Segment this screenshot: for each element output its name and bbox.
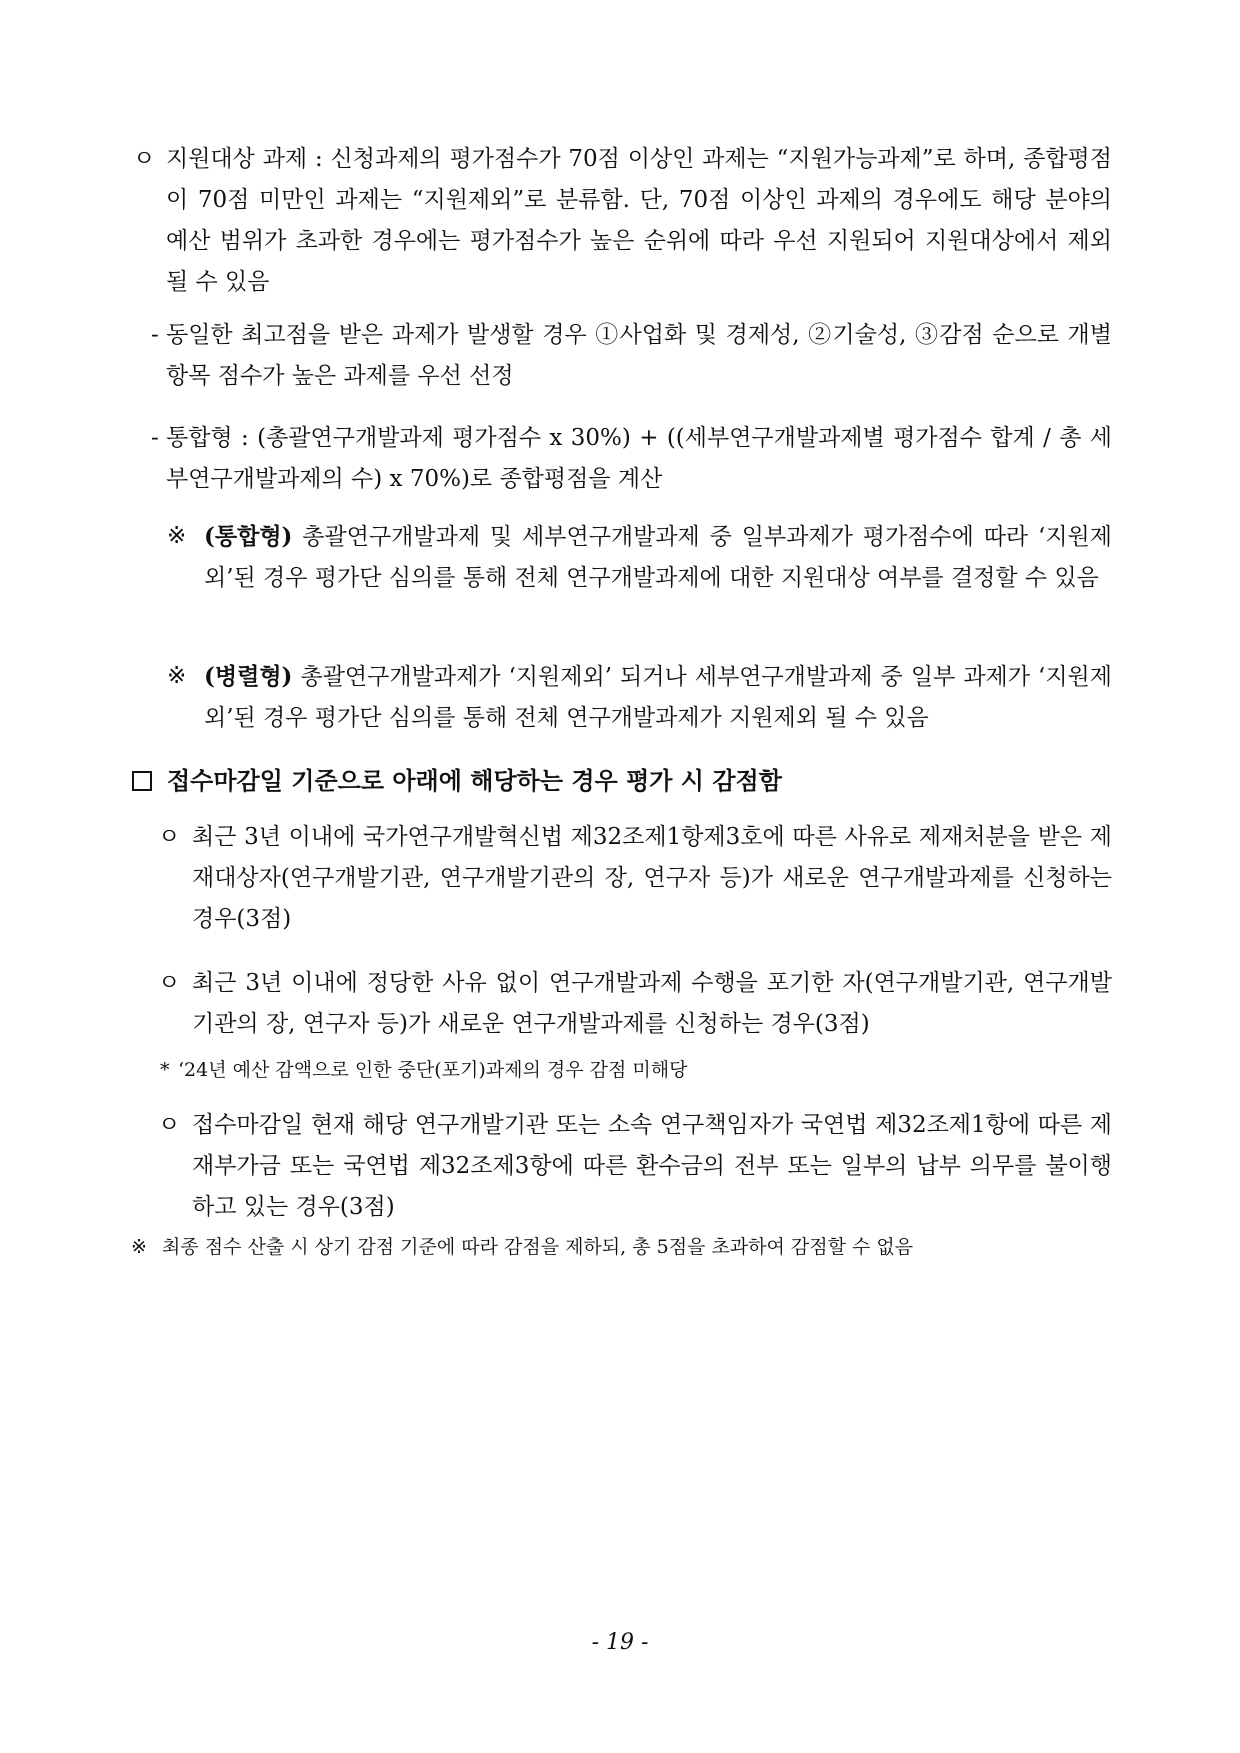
asterisk-marker: * (160, 1059, 170, 1081)
integrated-type-note (204, 516, 1112, 599)
budget-cut-footnote: ‘24년 예산 감액으로 인한 중단(포기)과제의 경우 감점 미해당 (178, 1059, 688, 1081)
tie-break-paragraph: 동일한 최고점을 받은 과제가 발생할 경우 ①사업화 및 경제성, ②기술성, ③감점 순으로 개별 항목 점수가 높은 과제를 우선 선정 (166, 322, 1112, 389)
reference-mark: ※ (167, 523, 187, 549)
max-deduction-note: 최종 점수 산출 시 상기 감점 기준에 따라 감점을 제하되, 총 5점을 초과하여 감점할 수 없음 (162, 1236, 914, 1258)
integrated-type-label: (통합형) (204, 523, 293, 550)
circle-bullet: ㅇ (158, 824, 181, 850)
deduction-item: 최근 3년 이내에 국가연구개발혁신법 제32조제1항제3호에 따른 사유로 제재처분을 받은 제재대상자(연구개발기관, 연구개발기관의 장, 연구자 등)가 새로운 연구개발과제를 신청하는 경우(3점) (192, 824, 1112, 932)
integrated-type-text: 총괄연구개발과제 및 세부연구개발과제 중 일부과제가 평가점수에 따라 ‘지원제외’된 경우 평가단 심의를 통해 전체 연구개발과제에 대한 지원대상 여부를 결정할 수 있음 (204, 524, 1112, 591)
reference-mark: ※ (167, 663, 187, 689)
page-number: - 19 - (591, 1630, 649, 1655)
deduction-item: 최근 3년 이내에 정당한 사유 없이 연구개발과제 수행을 포기한 자(연구개발기관, 연구개발기관의 장, 연구자 등)가 새로운 연구개발과제를 신청하는 경우(3점) (192, 970, 1112, 1037)
parallel-type-text: 총괄연구개발과제가 ‘지원제외’ 되거나 세부연구개발과제 중 일부 과제가 ‘지원제외’된 경우 평가단 심의를 통해 전체 연구개발과제가 지원제외 될 수 있음 (204, 664, 1112, 731)
circle-bullet: ㅇ (158, 1112, 181, 1138)
reference-mark: ※ (131, 1236, 147, 1258)
parallel-type-note (204, 656, 1112, 739)
deduction-item: 접수마감일 현재 해당 연구개발기관 또는 소속 연구책임자가 국연법 제32조제1항에 따른 제재부가금 또는 국연법 제32조제3항에 따른 환수금의 전부 또는 일부의 납부 의무를 불이행하고 있는 경우(3점) (192, 1112, 1112, 1220)
checkbox-square-icon (132, 771, 152, 791)
dash-marker: - (151, 425, 159, 451)
integrated-formula-paragraph: 통합형 : (총괄연구개발과제 평가점수 x 30%) + ((세부연구개발과제별 평가점수 합계 / 총 세부연구개발과제의 수) x 70%)로 종합평점을 계산 (166, 425, 1112, 492)
support-target-paragraph: 지원대상 과제 : 신청과제의 평가점수가 70점 이상인 과제는 “지원가능과제”로 하며, 종합평점이 70점 미만인 과제는 “지원제외”로 분류함. 단, 70점 이상인 과제의 경우에도 해당 분야의 예산 범위가 초과한 경우에는 평가점수가 높은 순위에 따라 우선 지원되어 지원대상에서 제외될 수 있음 (166, 146, 1112, 295)
dash-marker: - (151, 322, 159, 348)
circle-bullet: ㅇ (133, 146, 156, 172)
deduction-section-heading: 접수마감일 기준으로 아래에 해당하는 경우 평가 시 감점함 (167, 766, 782, 795)
parallel-type-label: (병렬형) (204, 663, 293, 690)
circle-bullet: ㅇ (158, 970, 181, 996)
